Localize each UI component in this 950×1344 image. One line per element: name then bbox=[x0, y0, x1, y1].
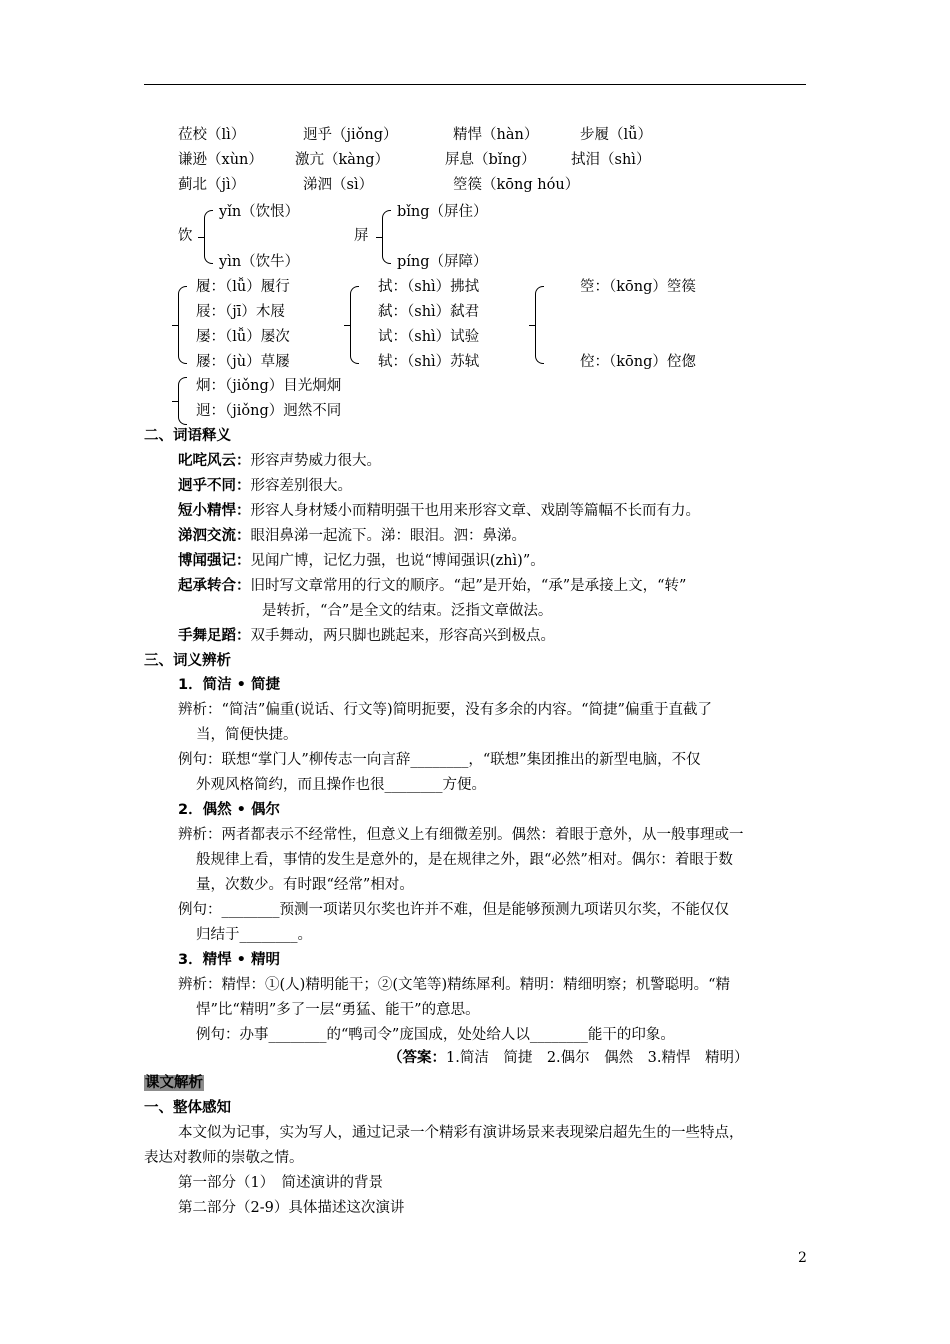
definition-text: 形容人身材矮小而精明强干也用来形容文章、戏剧等篇幅不长而有力。 bbox=[250, 503, 700, 519]
brace-yin bbox=[204, 210, 213, 264]
definition-term: 博闻强记： bbox=[178, 553, 251, 569]
structure-part: 第二部分（2-9）具体描述这次演讲 bbox=[178, 1200, 405, 1216]
definition-text: 眼泪鼻涕一起流下。涕：眼泪。泗：鼻涕。 bbox=[250, 528, 526, 544]
polyphone-bing-bottom: píng（屏障） bbox=[397, 254, 488, 270]
polyphone-yin-char: 饮 bbox=[178, 228, 193, 244]
pinyin-item: 步履（lǚ） bbox=[580, 127, 652, 143]
group-kong-item: 倥：（kōng）倥偬 bbox=[580, 354, 696, 370]
analysis-line: 例句：________预测一项诺贝尔奖也许并不难，但是能够预测九项诺贝尔奖，不能仅仅 bbox=[178, 902, 729, 918]
brace-jiong bbox=[178, 377, 187, 425]
analysis-line: 辨析：两者都表示不经常性，但意义上有细微差别。偶然：着眼于意外，从一般事理或一 bbox=[178, 827, 744, 843]
definition-item bbox=[178, 451, 381, 471]
paragraph-line: 本文似为记事，实为写人，通过记录一个精彩有演讲场景来表现梁启超先生的一些特点， bbox=[178, 1125, 744, 1141]
group-lu-item: 履：（lǚ）履行 bbox=[196, 279, 290, 295]
definition-term: 叱咤风云： bbox=[178, 453, 251, 469]
brace-kong bbox=[535, 286, 544, 364]
sub-heading: 一、整体感知 bbox=[144, 1100, 231, 1116]
analysis-item-title: 1．简洁 • 简捷 bbox=[178, 677, 280, 693]
analysis-item-title: 2．偶然 • 偶尔 bbox=[178, 802, 280, 818]
analysis-line: 外观风格简约，而且操作也很________方便。 bbox=[196, 777, 486, 793]
analysis-line: 例句：办事________的“鸭司令”庞国成，处处给人以________能干的印象。 bbox=[196, 1027, 675, 1043]
definition-item bbox=[178, 626, 555, 646]
pinyin-item: 箜篌（kōng hóu） bbox=[453, 177, 580, 193]
definition-item bbox=[178, 526, 526, 546]
brace-bing bbox=[382, 210, 391, 264]
pinyin-item: 激亢（kàng） bbox=[295, 152, 390, 168]
section-heading: 二、词语释义 bbox=[144, 428, 231, 444]
pinyin-item: 蓟北（jì） bbox=[178, 177, 246, 193]
pinyin-item: 精悍（hàn） bbox=[453, 127, 539, 143]
analysis-line: 当，简便快捷。 bbox=[196, 727, 298, 743]
section-heading: 三、词义辨析 bbox=[144, 653, 231, 669]
analysis-item-title: 3．精悍 • 精明 bbox=[178, 952, 280, 968]
definition-text: 形容声势威力很大。 bbox=[250, 453, 381, 469]
polyphone-yin-top: yǐn（饮恨） bbox=[219, 204, 300, 220]
group-lu-item: 屐：（jī）木屐 bbox=[196, 304, 285, 320]
definition-text: 是转折，“合”是全文的结束。泛指文章做法。 bbox=[262, 603, 553, 619]
definition-term: 涕泗交流： bbox=[178, 528, 251, 544]
group-kong-item: 箜：（kōng）箜篌 bbox=[580, 279, 696, 295]
group-jiong-item: 炯：（jiǒng）目光炯炯 bbox=[196, 378, 342, 394]
definition-term: 起承转合： bbox=[178, 578, 251, 594]
definition-item bbox=[178, 551, 545, 571]
definition-text: 形容差别很大。 bbox=[250, 478, 352, 494]
pinyin-item: 涕泗（sì） bbox=[303, 177, 374, 193]
definition-term: 短小精悍： bbox=[178, 503, 251, 519]
group-shi-item: 轼：（shì）苏轼 bbox=[378, 354, 480, 370]
definition-item bbox=[178, 501, 700, 521]
answer-label: （答案： bbox=[388, 1050, 446, 1066]
pinyin-item: 迥乎（jiǒng） bbox=[303, 127, 398, 143]
definition-term: 迥乎不同： bbox=[178, 478, 251, 494]
group-shi-item: 拭：（shì）拂拭 bbox=[378, 279, 480, 295]
analysis-line: 悍”比“精明”多了一层“勇猛、能干”的意思。 bbox=[196, 1002, 480, 1018]
analysis-line: 例句：联想“掌门人”柳传志一向言辞________，“联想”集团推出的新型电脑，不仅 bbox=[178, 752, 701, 768]
page-number: 2 bbox=[798, 1250, 807, 1266]
polyphone-bing-top: bǐng（屏住） bbox=[397, 204, 488, 220]
group-jiong-item: 迥：（jiǒng）迥然不同 bbox=[196, 403, 342, 419]
pinyin-item: 莅校（lì） bbox=[178, 127, 246, 143]
answer-line bbox=[388, 1048, 749, 1068]
group-shi-item: 试：（shì）试验 bbox=[378, 329, 480, 345]
group-lu-item: 屡：（lǚ）屡次 bbox=[196, 329, 290, 345]
structure-part: 第一部分（1） 简述演讲的背景 bbox=[178, 1175, 383, 1191]
group-lu-item: 屦：（jù）草屦 bbox=[196, 354, 290, 370]
definition-item bbox=[178, 576, 686, 596]
definition-item bbox=[178, 476, 352, 496]
pinyin-item: 拭泪（shì） bbox=[571, 152, 651, 168]
paragraph-line: 表达对教师的崇敬之情。 bbox=[144, 1150, 304, 1166]
analysis-line: 辨析：精悍：①(人)精明能干；②(文笔等)精练犀利。精明：精细明察；机警聪明。“精 bbox=[178, 977, 731, 993]
group-shi-item: 弑：（shì）弑君 bbox=[378, 304, 480, 320]
definition-text: 见闻广博，记忆力强，也说“博闻强识(zhì)”。 bbox=[250, 553, 545, 569]
header-rule bbox=[144, 84, 806, 85]
brace-lu bbox=[178, 286, 187, 364]
brace-shi bbox=[350, 286, 359, 364]
pinyin-item: 屏息（bǐng） bbox=[445, 152, 536, 168]
polyphone-yin-bottom: yìn（饮牛） bbox=[219, 254, 300, 270]
polyphone-bing-char: 屏 bbox=[354, 228, 369, 244]
definition-text: 旧时写文章常用的行文的顺序。“起”是开始，“承”是承接上文，“转” bbox=[250, 578, 687, 594]
analysis-line: 辨析：“简洁”偏重(说话、行文等)简明扼要，没有多余的内容。“简捷”偏重于直截了 bbox=[178, 702, 712, 718]
definition-text: 双手舞动，两只脚也跳起来，形容高兴到极点。 bbox=[250, 628, 555, 644]
analysis-line: 般规律上看，事情的发生是意外的，是在规律之外，跟“必然”相对。偶尔：着眼于数 bbox=[196, 852, 733, 868]
definition-term: 手舞足蹈： bbox=[178, 628, 251, 644]
analysis-line: 归结于________。 bbox=[196, 927, 312, 943]
definition-item bbox=[262, 601, 552, 621]
analysis-tag: 课文解析 bbox=[145, 1075, 203, 1091]
answer-text: 1.简洁 简捷 2.偶尔 偶然 3.精悍 精明） bbox=[446, 1050, 749, 1066]
analysis-line: 量，次数少。有时跟“经常”相对。 bbox=[196, 877, 414, 893]
pinyin-item: 谦逊（xùn） bbox=[178, 152, 263, 168]
